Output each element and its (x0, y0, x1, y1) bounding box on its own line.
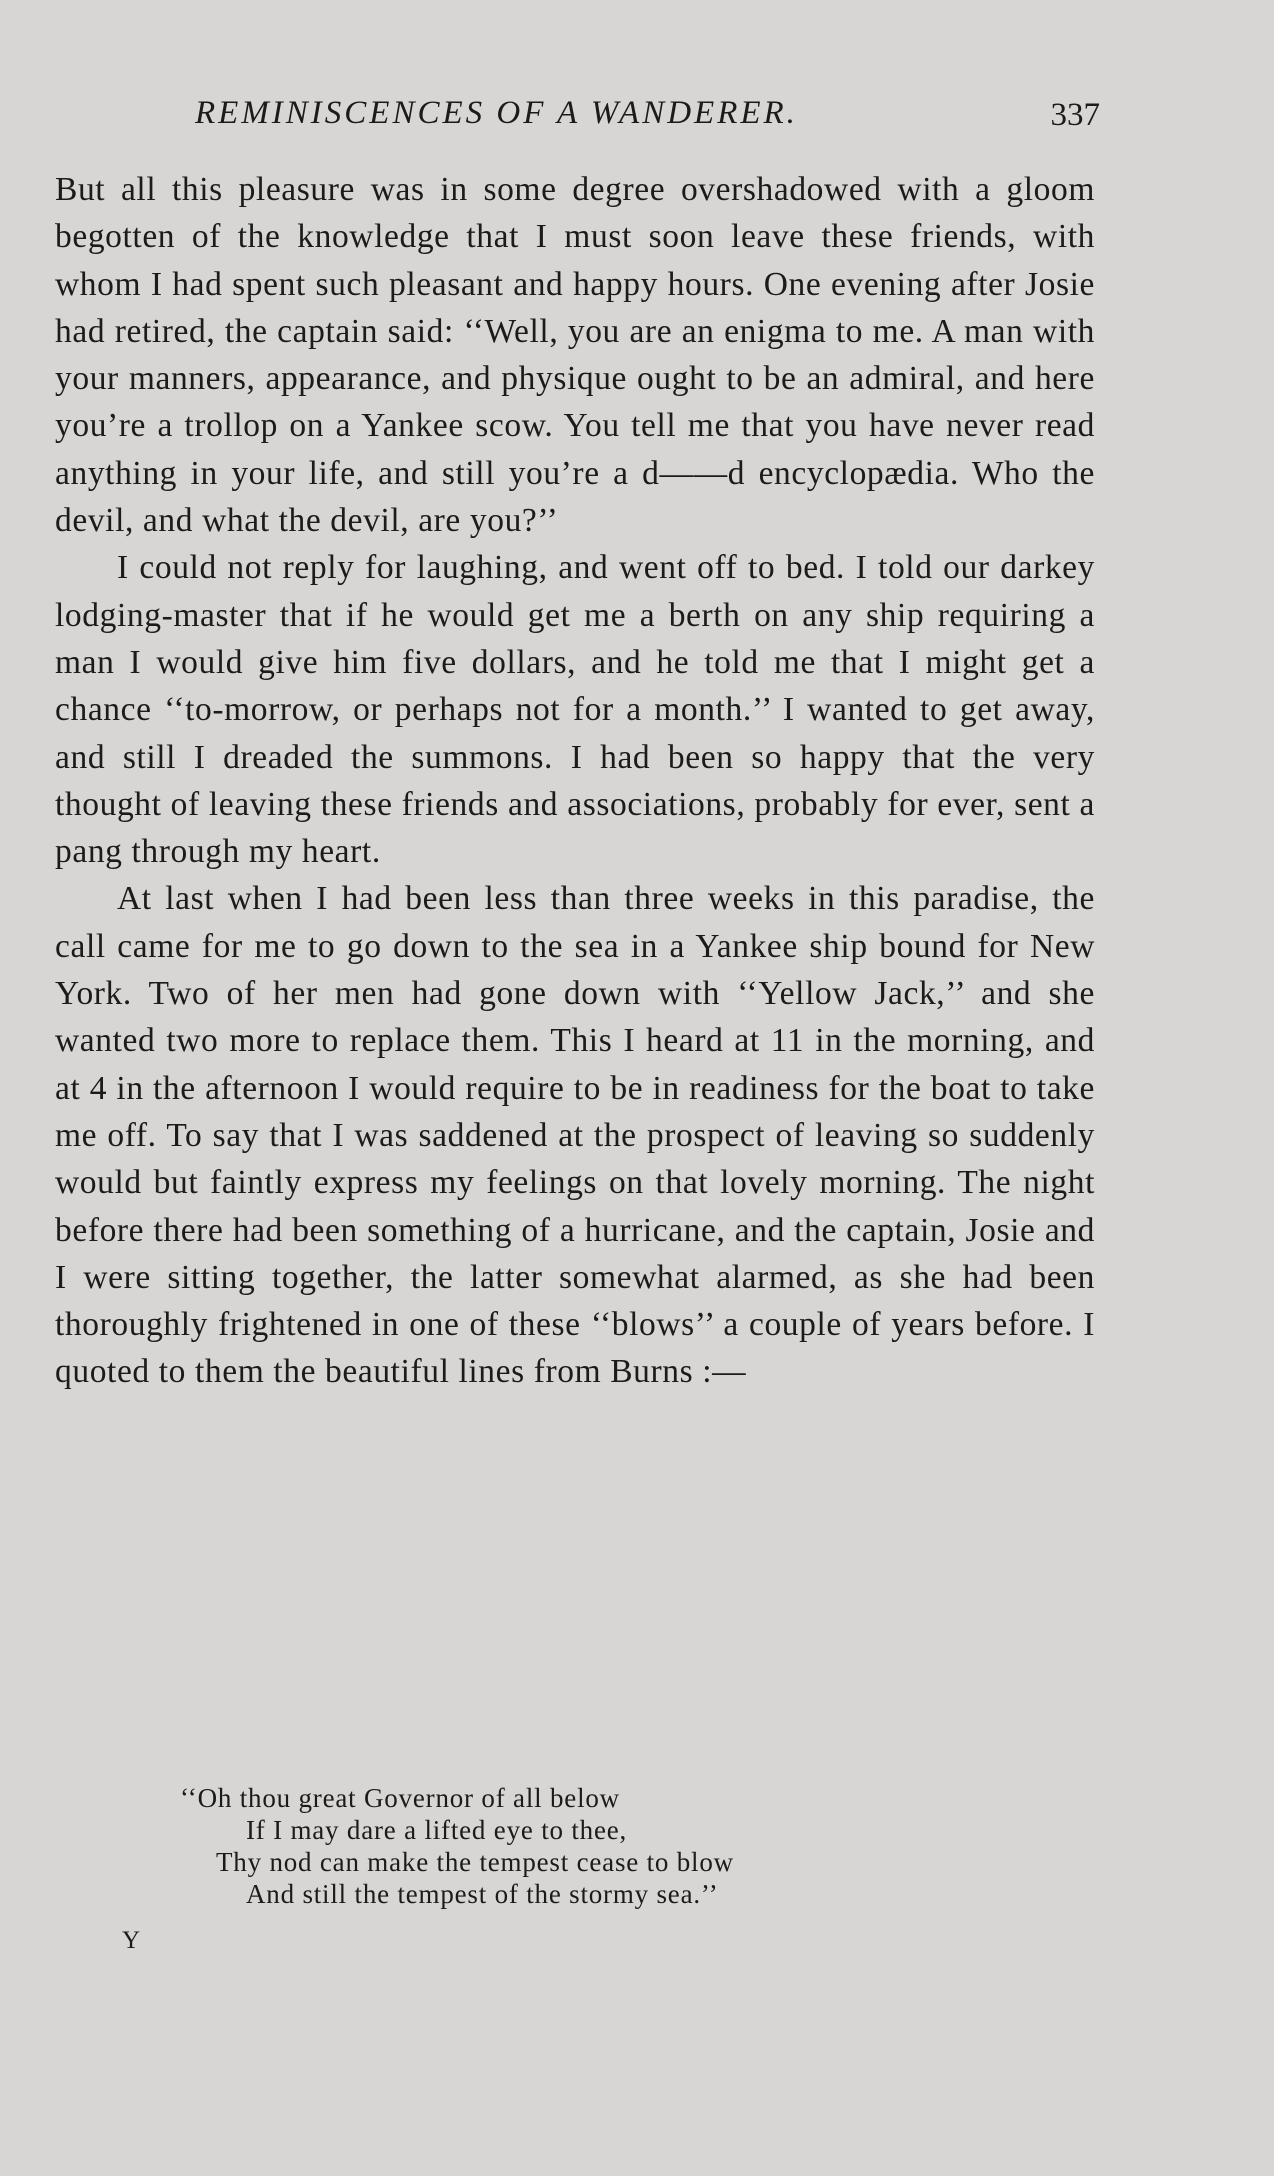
verse-quotation (180, 1782, 734, 1910)
signature-mark: Y (122, 1927, 141, 1954)
verse-line: Thy nod can make the tempest cease to blow (216, 1847, 734, 1877)
body-text (55, 166, 1095, 1396)
verse-line: And still the tempest of the stormy sea.’’ (246, 1879, 719, 1909)
verse-line: If I may dare a lifted eye to thee, (246, 1815, 628, 1845)
running-title: REMINISCENCES OF A WANDERER. (195, 95, 798, 131)
paragraph-2: I could not reply for laughing, and went off to bed. I told our darkey lodging-master that if he would get me a berth on any ship requiring a man I would give him five dollars, and he told me that I might get a chance ‘‘to-morrow, or perhaps not for a month.’’ I wanted to get away, and still I dreaded the summons. I had been so happy that the very thought of leaving these friends and associations, probably for ever, sent a pang through my heart. (55, 549, 1095, 871)
page-header (60, 95, 1100, 139)
paragraph-1: But all this pleasure was in some degree overshadowed with a gloom begotten of the knowledge that I must soon leave these friends, with whom I had spent such pleasant and happy hours. One evening after Josie had retired, the captain said: ‘‘Well, you are an enigma to me. A man with your manners, appearance, and physique ought to be an admiral, and here you’re a trollop on a Yankee scow. You tell me that you have never read anything in your life, and still you’re a d——d encyclopædia. Who the devil, and what the devil, are you?’’ (55, 171, 1095, 540)
paragraph-3: At last when I had been less than three weeks in this paradise, the call came for me to go down to the sea in a Yankee ship bound for New York. Two of her men had gone down with ‘‘Yellow Jack,’’ and she wanted two more to replace them. This I heard at 11 in the morning, and at 4 in the afternoon I would require to be in readiness for the boat to take me off. To say that I was saddened at the prospect of leaving so suddenly would but faintly express my feelings on that lovely morning. The night before there had been something of a hurricane, and the captain, Josie and I were sitting together, the latter somewhat alarmed, as she had been thoroughly frightened in one of these ‘‘blows’’ a couple of years before. I quoted to them the beautiful lines from Burns :— (55, 880, 1095, 1391)
verse-line: ‘‘Oh thou great Governor of all below (180, 1783, 620, 1813)
page-number: 337 (1050, 97, 1100, 133)
